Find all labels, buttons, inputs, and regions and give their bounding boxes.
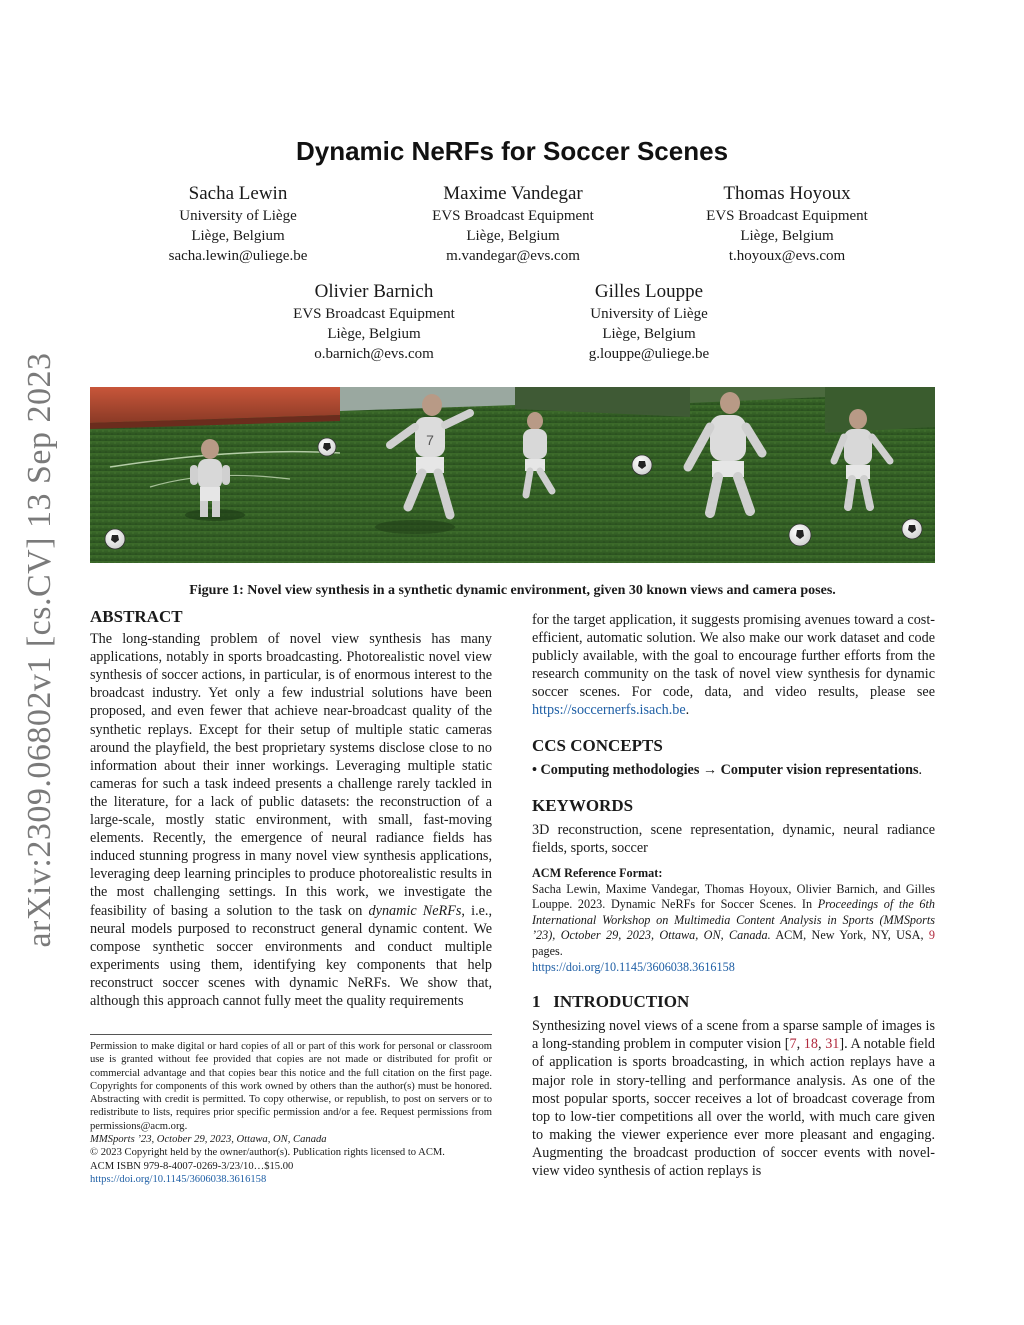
ccs-concept: Computing methodologies [540,761,700,778]
author-block [499,280,799,364]
ccs-concepts [532,761,935,779]
author-affiliation: University of Liège [179,208,297,224]
doi-link[interactable]: https://doi.org/10.1145/3606038.3616158 [90,1173,267,1185]
acm-ref-part: Sacha Lewin, Maxime Vandegar, Thomas Hoyoux, Olivier Barnich, and Gilles Louppe. 2023. Dynamic NeRFs for Soccer Scenes. In [532,881,935,912]
copyright-line: © 2023 Copyright held by the owner/author(s). Publication rights licensed to ACM. [90,1147,445,1159]
abstract-emphasis: dynamic NeRFs [368,902,462,919]
permission-text: Permission to make digital or hard copies of all or part of this work for personal or classroom use is granted without fee provided that copies are not made or distributed for profit or commercial advantage and that copies bear this notice and the full citation on the first page. Copyrights for components of this work owned by others than the author(s) must be honored. Abstracting with credit is permitted. To copy otherwise, or republish, to post on servers or to redistribute to lists, requires prior specific permission and/or a fee. Request permissions from permissions@acm.org. [90,1041,492,1132]
teaser-panel-1 [90,387,340,563]
abstract-text-part: , i.e., neural models purposed to reconstruct general dynamic content. We compose synthetic soccer environments and conduct multiple experiments using them, identifying key components that help reconstruct soccer scenes with dynamic NeRFs. We show that, although this approach cannot fully meet the quality requirements [90,902,493,1009]
acm-ref-venue: Proceedings of the 6th International Workshop on Multimedia Content Analysis in Sports (MMSports ’23), October 29, 2023, Ottawa, ON, Canada. [532,897,935,943]
arxiv-stamp [20,350,60,950]
author-name: Maxime Vandegar [443,183,583,204]
author-affiliation: EVS Broadcast Equipment [432,208,594,224]
keywords-text: 3D reconstruction, scene representation, dynamic, neural radiance fields, sports, soccer [532,821,935,856]
author-block [363,182,663,266]
acm-reference-text [532,882,935,960]
separator: , [817,1036,826,1053]
citation-link[interactable]: 31 [825,1036,840,1053]
acm-reference [532,866,935,975]
author-affiliation: EVS Broadcast Equipment [293,306,455,322]
acm-ref-part: pages. [532,944,563,958]
abstract-text [90,630,492,1010]
permission-footnote [90,1034,492,1186]
introduction-heading [532,993,935,1011]
author-affiliation: EVS Broadcast Equipment [706,208,868,224]
conference-line [90,1133,492,1146]
citation-link[interactable]: 7 [789,1036,797,1053]
author-email[interactable]: m.vandegar@evs.com [446,248,580,264]
ccs-heading: CCS CONCEPTS [532,735,663,755]
abstract-continued-text: for the target application, it suggests promising avenues toward a cost-efficient, automatic solution. We also make our work dataset and code publicly available, with the goal to encourage further efforts from the research community on the task of novel view synthesis for dynamic soccer scenes. For code, data, and video results, please see [532,612,935,701]
author-name: Olivier Barnich [314,281,434,302]
separator: , [796,1036,804,1053]
author-location: Liège, Belgium [740,228,834,244]
author-name: Thomas Hoyoux [723,183,851,204]
author-email[interactable]: g.louppe@uliege.be [588,346,710,362]
acm-ref-part: ACM, New York, NY, USA, [770,928,929,943]
teaser-image [90,387,935,563]
abstract-heading: ABSTRACT [90,607,183,626]
author-affiliation: University of Liège [590,306,708,322]
isbn-line: ACM ISBN 979-8-4007-0269-3/23/10…$15.00 [90,1160,294,1172]
left-column [90,608,492,1010]
author-location: Liège, Belgium [602,326,696,342]
figure-caption: Figure 1: Novel view synthesis in a synthetic dynamic environment, given 30 known views and camera poses. [189,583,836,598]
teaser-panel-2 [318,387,515,563]
teaser-panel-4 [688,387,825,563]
intro-text-part: ]. A notable field of application is sports broadcasting, in which action replays have a major role in story-telling and performance analysis. As one of the most popular sports, soccer receives a lot of broadcast coverage from top to low-tier competitions all over the world, with much care given to making the viewer experience ever more pleasant and engaging. Augmenting the broadcast production of soccer events with novel-view video synthesis of action replays is [532,1036,936,1180]
author-name: Gilles Louppe [594,281,704,302]
paper-title: Dynamic NeRFs for Soccer Scenes [295,136,729,166]
section-number: 1 [532,992,541,1012]
author-location: Liège, Belgium [191,228,285,244]
ccs-subconcept: Computer vision representations [720,761,919,778]
acm-reference-heading: ACM Reference Format: [532,866,663,881]
acm-ref-doi-link[interactable]: https://doi.org/10.1145/3606038.3616158 [532,959,735,974]
author-block [88,182,388,266]
keywords-heading: KEYWORDS [532,795,634,815]
period: . [918,761,923,778]
abstract-continued [532,611,935,720]
author-email[interactable]: sacha.lewin@uliege.be [168,248,308,264]
teaser-panel-5 [825,387,935,563]
author-name: Sacha Lewin [188,183,288,204]
teaser-panel-3 [515,387,690,563]
author-block [224,280,524,364]
abstract-text-part: The long-standing problem of novel view synthesis has many applications, notably in sports broadcasting. Photorealistic novel view synthesis of soccer actions, in particular, is of enormous interest to the broadcast industry. Yet only a few industrial solutions have been proposed, and even fewer that achieve near-broadcast quality of the synthetic replays. Except for their setup of multiple static cameras around the playfield, the best proprietary systems disclose close to no information about their inner workings. Leveraging multiple static cameras for such a task indeed presents a challenge rarely tackled in the literature, for a lack of public datasets: the reconstruction of a large-scale, mostly static environment, with small, fast-moving elements. Recently, the emergence of neural radiance fields has induced stunning progress in many novel view synthesis applications, leveraging deep learning principles to produce photorealistic results in the most challenging settings. In this work, we investigate the feasibility of basing a solution to the task on [90,631,492,919]
arrow-icon: → [702,761,718,778]
section-title: INTRODUCTION [553,992,690,1012]
citation-link[interactable]: 18 [803,1036,818,1053]
author-email[interactable]: o.barnich@evs.com [314,346,434,362]
author-location: Liège, Belgium [327,326,421,342]
introduction-text [532,1017,935,1180]
conference-text: MMSports ’23, October 29, 2023, Ottawa, ON, Canada [90,1134,327,1146]
author-location: Liège, Belgium [466,228,560,244]
intro-text-part: Synthesizing novel views of a scene from a sparse sample of images is a long-standing problem in computer vision [ [532,1018,935,1053]
acm-ref-pages-link[interactable]: 9 [928,928,935,943]
jersey-number: 7 [426,432,434,448]
arxiv-stamp-text: arXiv:2309.06802v1 [cs.CV] 13 Sep 2023 [21,352,58,948]
period: . [685,702,690,719]
author-block [637,182,937,266]
teaser-figure [90,387,935,563]
bullet: • [532,761,537,778]
right-column [532,611,935,1180]
author-email[interactable]: t.hoyoux@evs.com [728,248,846,264]
project-url-link[interactable]: https://soccernerfs.isach.be [532,702,686,719]
